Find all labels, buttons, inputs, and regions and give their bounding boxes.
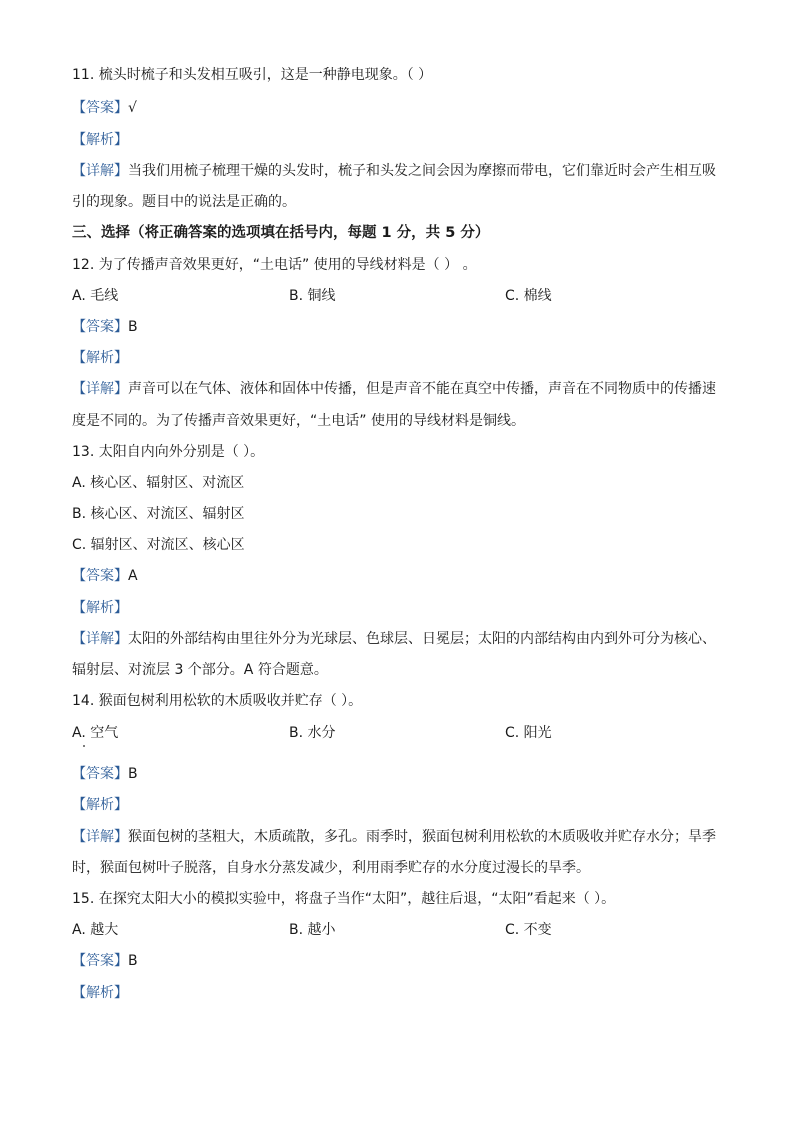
detail-13-line1 [72,630,716,648]
analysis-tag-12: 【解析】 [72,350,128,366]
detail-tag: 【详解】 [72,163,128,179]
answer-tag: 【答案】 [72,953,128,969]
option-b-15: B. 越小 [289,922,336,938]
detail-text: 猴面包树的茎粗大，木质疏散，多孔。雨季时，猴面包树利用松软的木质吸收并贮存水分；旱季 [128,829,716,845]
answer-tag: 【答案】 [72,766,128,782]
option-c-12: C. 棉线 [505,288,552,304]
detail-14-line1 [72,828,716,846]
answer-value: B [128,319,138,335]
option-a-15: A. 越大 [72,922,119,938]
answer-15 [72,952,138,970]
answer-12 [72,318,138,336]
question-14: 14. 猴面包树利用松软的木质吸收并贮存（ ）。 [72,693,363,709]
option-b-14: B. 水分 [289,725,336,741]
detail-11-line1 [72,162,716,180]
question-13: 13. 太阳自内向外分别是（ ）。 [72,444,265,460]
option-b-12: B. 铜线 [289,288,336,304]
detail-tag: 【详解】 [72,631,128,647]
detail-text: 太阳的外部结构由里往外分为光球层、色球层、日冕层；太阳的内部结构由内到外可分为核心、 [128,631,716,647]
option-b-13: B. 核心区、对流区、辐射区 [72,506,245,522]
analysis-tag-13: 【解析】 [72,600,128,616]
detail-tag: 【详解】 [72,381,128,397]
question-15: 15. 在探究太阳大小的模拟实验中，将盘子当作“太阳”，越往后退，“太阳”看起来（ ）。 [72,891,616,907]
detail-13-line2: 辐射层、对流层 3 个部分。A 符合题意。 [72,662,328,678]
analysis-tag-14: 【解析】 [72,797,128,813]
answer-14 [72,765,138,783]
scan-speck [83,745,85,747]
question-12: 12. 为了传播声音效果更好，“土电话” 使用的导线材料是（ ） 。 [72,257,477,273]
option-c-14: C. 阳光 [505,725,552,741]
answer-11 [72,99,137,117]
answer-13 [72,567,138,585]
option-a-12: A. 毛线 [72,288,119,304]
question-11: 11. 梳头时梳子和头发相互吸引，这是一种静电现象。（ ） [72,67,433,83]
detail-tag: 【详解】 [72,829,128,845]
section-heading: 三、选择（将正确答案的选项填在括号内，每题 1 分，共 5 分） [72,225,490,241]
analysis-tag-15: 【解析】 [72,985,128,1001]
answer-tag: 【答案】 [72,100,128,116]
detail-text: 声音可以在气体、液体和固体中传播，但是声音不能在真空中传播，声音在不同物质中的传播速 [128,381,716,397]
option-a-13: A. 核心区、辐射区、对流区 [72,475,245,491]
answer-value: B [128,766,138,782]
answer-value: √ [128,100,137,116]
detail-14-line2: 时，猴面包树叶子脱落，自身水分蒸发减少，利用雨季贮存的水分度过漫长的旱季。 [72,860,590,876]
option-c-15: C. 不变 [505,922,552,938]
detail-text: 当我们用梳子梳理干燥的头发时，梳子和头发之间会因为摩擦而带电，它们靠近时会产生相互吸 [128,163,716,179]
option-c-13: C. 辐射区、对流区、核心区 [72,537,245,553]
detail-12-line1 [72,380,716,398]
option-a-14: A. 空气 [72,725,119,741]
detail-11-line2: 引的现象。题目中的说法是正确的。 [72,194,296,210]
answer-value: B [128,953,138,969]
answer-value: A [128,568,138,584]
analysis-tag-11: 【解析】 [72,132,128,148]
answer-tag: 【答案】 [72,568,128,584]
detail-12-line2: 度是不同的。为了传播声音效果更好，“土电话” 使用的导线材料是铜线。 [72,413,525,429]
answer-tag: 【答案】 [72,319,128,335]
